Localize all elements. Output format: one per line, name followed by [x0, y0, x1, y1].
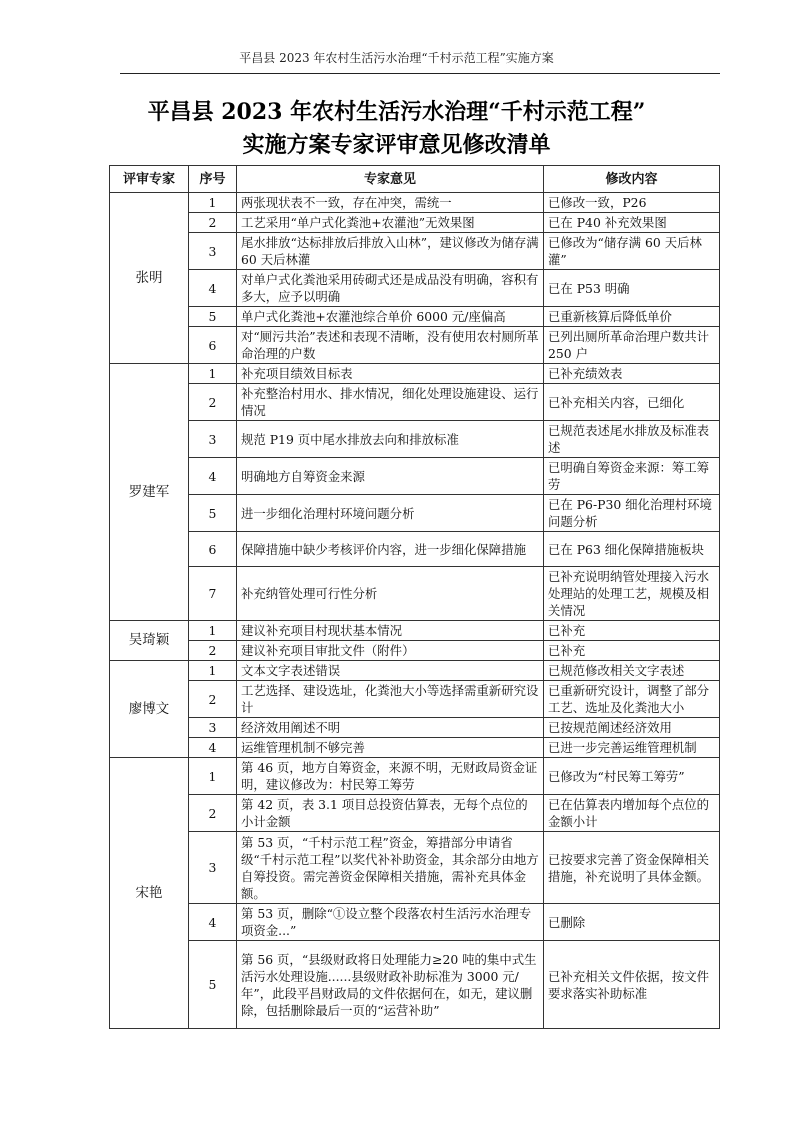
- expert-opinion-cell: 第 53 页，删除“①设立整个段落农村生活污水治理专项资金...”: [237, 904, 544, 941]
- row-number-cell: 4: [189, 738, 237, 758]
- row-number-cell: 4: [189, 458, 237, 495]
- document-title-line1: 平昌县 2023 年农村生活污水治理“千村示范工程”: [147, 99, 646, 125]
- row-number-cell: 4: [189, 904, 237, 941]
- row-number-cell: 5: [189, 307, 237, 327]
- header-revision: 修改内容: [544, 166, 720, 193]
- revision-content-cell: 已在 P40 补充效果图: [544, 213, 720, 233]
- revision-content-cell: 已修改为“村民筹工筹劳”: [544, 758, 720, 795]
- table-row: [110, 941, 720, 1029]
- expert-opinion-cell: 进一步细化治理村环境问题分析: [237, 495, 544, 532]
- header-expert: 评审专家: [110, 166, 189, 193]
- expert-opinion-cell: 补充整治村用水、排水情况，细化处理设施建设、运行情况: [237, 384, 544, 421]
- row-number-cell: 1: [189, 364, 237, 384]
- revision-content-cell: 已按要求完善了资金保障相关措施，补充说明了具体金额。: [544, 832, 720, 904]
- expert-name-cell: 吴琦颖: [110, 621, 189, 661]
- row-number-cell: 6: [189, 532, 237, 567]
- revision-content-cell: 已补充绩效表: [544, 364, 720, 384]
- revision-content-cell: 已删除: [544, 904, 720, 941]
- table-row: [110, 758, 720, 795]
- expert-name-cell: 罗建军: [110, 364, 189, 621]
- revision-content-cell: 已重新核算后降低单价: [544, 307, 720, 327]
- expert-opinion-cell: 尾水排放“达标排放后排放入山林”，建议修改为储存满 60 天后林灌: [237, 233, 544, 270]
- table-row: [110, 327, 720, 364]
- table-row: [110, 641, 720, 661]
- table-row: [110, 233, 720, 270]
- expert-opinion-cell: 对“厕污共治”表述和表现不清晰，没有使用农村厕所革命治理的户数: [237, 327, 544, 364]
- revision-content-cell: 已进一步完善运维管理机制: [544, 738, 720, 758]
- row-number-cell: 1: [189, 193, 237, 213]
- expert-opinion-cell: 建议补充项目村现状基本情况: [237, 621, 544, 641]
- row-number-cell: 3: [189, 718, 237, 738]
- row-number-cell: 6: [189, 327, 237, 364]
- expert-opinion-cell: 建议补充项目审批文件（附件）: [237, 641, 544, 661]
- revision-content-cell: 已规范表述尾水排放及标准表述: [544, 421, 720, 458]
- expert-name-cell: 廖博文: [110, 661, 189, 758]
- table-row: [110, 421, 720, 458]
- table-row: [110, 567, 720, 621]
- review-table: [109, 165, 720, 1029]
- row-number-cell: 4: [189, 270, 237, 307]
- revision-content-cell: 已在估算表内增加每个点位的金额小计: [544, 795, 720, 832]
- table-row: [110, 681, 720, 718]
- table-row: [110, 795, 720, 832]
- review-table-body: [110, 193, 720, 1029]
- table-row: [110, 621, 720, 641]
- revision-content-cell: 已在 P63 细化保障措施板块: [544, 532, 720, 567]
- row-number-cell: 3: [189, 421, 237, 458]
- row-number-cell: 7: [189, 567, 237, 621]
- revision-content-cell: 已重新研究设计，调整了部分工艺、选址及化粪池大小: [544, 681, 720, 718]
- expert-opinion-cell: 保障措施中缺少考核评价内容，进一步细化保障措施: [237, 532, 544, 567]
- expert-opinion-cell: 工艺选择、建设选址，化粪池大小等选择需重新研究设计: [237, 681, 544, 718]
- row-number-cell: 1: [189, 661, 237, 681]
- table-row: [110, 364, 720, 384]
- expert-opinion-cell: 第 46 页，地方自筹资金，来源不明，无财政局资金证明，建议修改为：村民筹工筹劳: [237, 758, 544, 795]
- table-row: [110, 738, 720, 758]
- expert-opinion-cell: 补充纳管处理可行性分析: [237, 567, 544, 621]
- row-number-cell: 2: [189, 795, 237, 832]
- row-number-cell: 1: [189, 621, 237, 641]
- expert-opinion-cell: 第 42 页，表 3.1 项目总投资估算表，无每个点位的小计金额: [237, 795, 544, 832]
- header-opinion: 专家意见: [237, 166, 544, 193]
- revision-content-cell: 已按规范阐述经济效用: [544, 718, 720, 738]
- revision-content-cell: 已补充: [544, 621, 720, 641]
- expert-opinion-cell: 对单户式化粪池采用砖砌式还是成品没有明确，容积有多大，应予以明确: [237, 270, 544, 307]
- expert-name-cell: 张明: [110, 193, 189, 364]
- expert-opinion-cell: 第 56 页，“县级财政将日处理能力≥20 吨的集中式生活污水处理设施......县级财政补助标准为 3000 元/年”，此段平昌财政局的文件依据何在，如无，建议删除，包括删除最后一页的“运营补助”: [237, 941, 544, 1029]
- revision-content-cell: 已在 P53 明确: [544, 270, 720, 307]
- table-row: [110, 832, 720, 904]
- table-row: [110, 458, 720, 495]
- table-row: [110, 661, 720, 681]
- table-row: [110, 384, 720, 421]
- row-number-cell: 2: [189, 681, 237, 718]
- header-number: 序号: [189, 166, 237, 193]
- expert-opinion-cell: 工艺采用“单户式化粪池+农灌池”无效果图: [237, 213, 544, 233]
- row-number-cell: 5: [189, 495, 237, 532]
- row-number-cell: 3: [189, 233, 237, 270]
- revision-content-cell: 已修改一致，P26: [544, 193, 720, 213]
- running-header: 平昌县 2023 年农村生活污水治理“千村示范工程”实施方案: [239, 51, 554, 65]
- expert-opinion-cell: 第 53 页，“千村示范工程”资金，筹措部分申请省级“千村示范工程”以奖代补补助资金，其余部分由地方自筹投资。需完善资金保障相关措施，需补充具体金额。: [237, 832, 544, 904]
- revision-content-cell: 已规范修改相关文字表述: [544, 661, 720, 681]
- expert-opinion-cell: 规范 P19 页中尾水排放去向和排放标准: [237, 421, 544, 458]
- revision-content-cell: 已列出厕所革命治理户数共计 250 户: [544, 327, 720, 364]
- table-row: [110, 270, 720, 307]
- revision-content-cell: 已补充说明纳管处理接入污水处理站的处理工艺，规模及相关情况: [544, 567, 720, 621]
- row-number-cell: 5: [189, 941, 237, 1029]
- table-row: [110, 904, 720, 941]
- row-number-cell: 1: [189, 758, 237, 795]
- expert-opinion-cell: 运维管理机制不够完善: [237, 738, 544, 758]
- revision-content-cell: 已补充相关内容，已细化: [544, 384, 720, 421]
- expert-opinion-cell: 明确地方自筹资金来源: [237, 458, 544, 495]
- table-row: [110, 307, 720, 327]
- table-header-row: [110, 166, 720, 193]
- row-number-cell: 2: [189, 384, 237, 421]
- expert-opinion-cell: 补充项目绩效目标表: [237, 364, 544, 384]
- revision-content-cell: 已在 P6-P30 细化治理村环境问题分析: [544, 495, 720, 532]
- expert-name-cell: 宋艳: [110, 758, 189, 1029]
- document-title-line2: 实施方案专家评审意见修改清单: [242, 132, 551, 158]
- expert-opinion-cell: 两张现状表不一致，存在冲突，需统一: [237, 193, 544, 213]
- header-rule: [120, 73, 720, 74]
- table-row: [110, 718, 720, 738]
- revision-content-cell: 已补充: [544, 641, 720, 661]
- revision-content-cell: 已明确自筹资金来源：筹工筹劳: [544, 458, 720, 495]
- table-row: [110, 532, 720, 567]
- expert-opinion-cell: 单户式化粪池+农灌池综合单价 6000 元/座偏高: [237, 307, 544, 327]
- row-number-cell: 2: [189, 641, 237, 661]
- table-row: [110, 193, 720, 213]
- table-row: [110, 495, 720, 532]
- row-number-cell: 2: [189, 213, 237, 233]
- expert-opinion-cell: 文本文字表述错误: [237, 661, 544, 681]
- expert-opinion-cell: 经济效用阐述不明: [237, 718, 544, 738]
- row-number-cell: 3: [189, 832, 237, 904]
- table-row: [110, 213, 720, 233]
- revision-content-cell: 已补充相关文件依据，按文件要求落实补助标准: [544, 941, 720, 1029]
- revision-content-cell: 已修改为“储存满 60 天后林灌”: [544, 233, 720, 270]
